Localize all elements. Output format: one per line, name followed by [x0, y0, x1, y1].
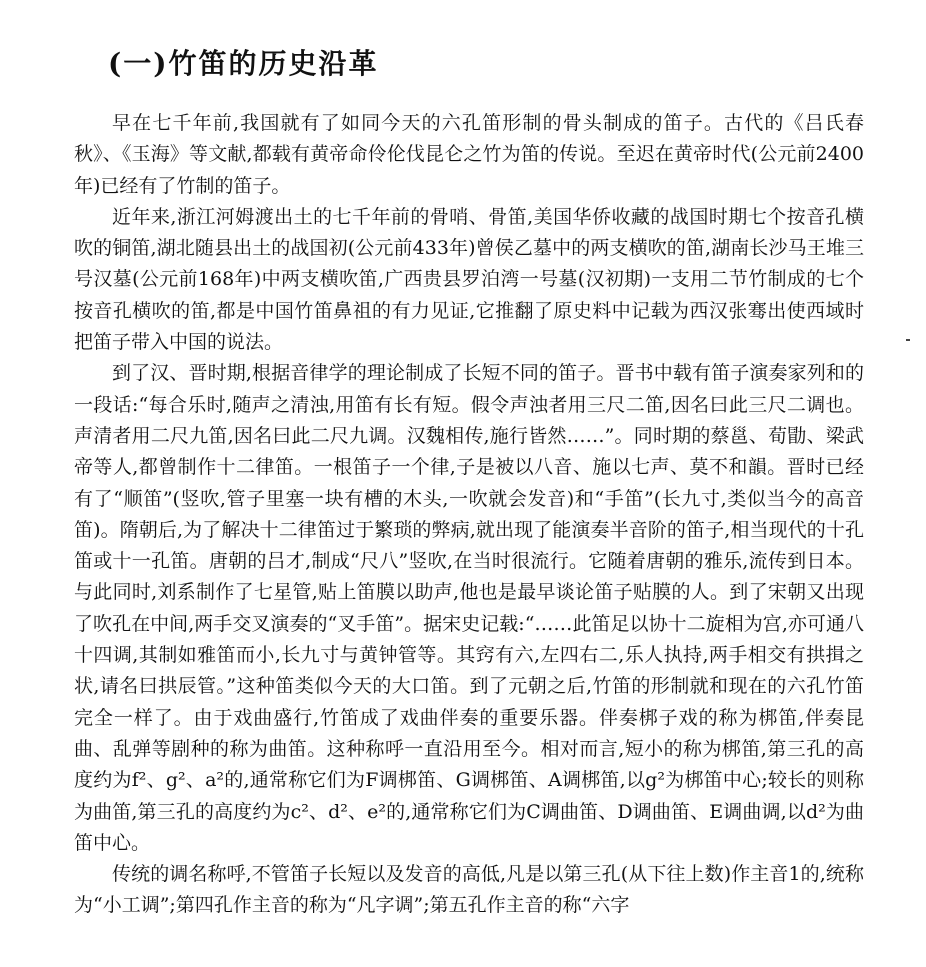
margin-mark [906, 339, 910, 341]
paragraph-2: 近年来,浙江河姆渡出土的七千年前的骨哨、骨笛,美国华侨收藏的战国时期七个按音孔横吹的铜笛,湖北随县出土的战国初(公元前433年)曾侯乙墓中的两支横吹的笛,湖南长沙马王堆三号汉墓(公元前168年)中两支横吹笛,广西贵县罗泊湾一号墓(汉初期)一支用二节竹制成的七个按音孔横吹的笛,都是中国竹笛鼻祖的有力见证,它推翻了原史料中记载为西汉张骞出使西域时把笛子带入中国的说法。 [74, 205, 864, 354]
section-heading: (一)竹笛的历史沿革 [108, 47, 379, 80]
paragraph-3: 到了汉、晋时期,根据音律学的理论制成了长短不同的笛子。晋书中载有笛子演奏家列和的一段话:“每合乐时,随声之清浊,用笛有长有短。假令声浊者用三尺二笛,因名曰此三尺二调也。声清者用二尺九笛,因名曰此二尺九调。汉魏相传,施行皆然……”。同时期的蔡邕、荀勖、梁武帝等人,都曾制作十二律笛。一根笛子一个律,子是被以八音、施以七声、莫不和韻。晋时已经有了“顺笛”(竖吹,管子里塞一块有槽的木头,一吹就会发音)和“手笛”(长九寸,类似当今的高音笛)。隋朝后,为了解决十二律笛过于繁琐的弊病,就出现了能演奏半音阶的笛子,相当现代的十孔笛或十一孔笛。唐朝的吕才,制成“尺八”竖吹,在当时很流行。它随着唐朝的雅乐,流传到日本。与此同时,刘系制作了七星管,贴上笛膜以助声,他也是最早谈论笛子贴膜的人。到了宋朝又出现了吹孔在中间,两手交叉演奏的“叉手笛”。据宋史记载:“……此笛足以协十二旋相为宫,亦可通八十四调,其制如雅笛而小,长九寸与黄钟管等。其窍有六,左四右二,乐人执持,两手相交有拱揖之状,请名曰拱辰管。”这种笛类似今天的大口笛。到了元朝之后,竹笛的形制就和现在的六孔竹笛完全一样了。由于戏曲盛行,竹笛成了戏曲伴奏的重要乐器。伴奏梆子戏的称为梆笛,伴奏昆曲、乱弹等剧种的称为曲笛。这种称呼一直沿用至今。相对而言,短小的称为梆笛,第三孔的高度约为f²、g²、a²的,通常称它们为F调梆笛、G调梆笛、A调梆笛,以g²为梆笛中心;较长的则称为曲笛,第三孔的高度约为c²、d²、e²的,通常称它们为C调曲笛、D调曲笛、E调曲调,以d²为曲笛中心。 [74, 362, 864, 854]
paragraph-1: 早在七千年前,我国就有了如同今天的六孔笛形制的骨头制成的笛子。古代的《吕氏春秋》、《玉海》等文献,都载有黄帝命伶伦伐昆仑之竹为笛的传说。至迟在黄帝时代(公元前2400年)已经有了竹制的笛子。 [74, 112, 864, 197]
paragraph-4: 传统的调名称呼,不管笛子长短以及发音的高低,凡是以第三孔(从下往上数)作主音1的,统称为“小工调”;第四孔作主音的称为“凡字调”;第五孔作主音的称“六字 [74, 863, 864, 917]
body-text [74, 108, 864, 922]
